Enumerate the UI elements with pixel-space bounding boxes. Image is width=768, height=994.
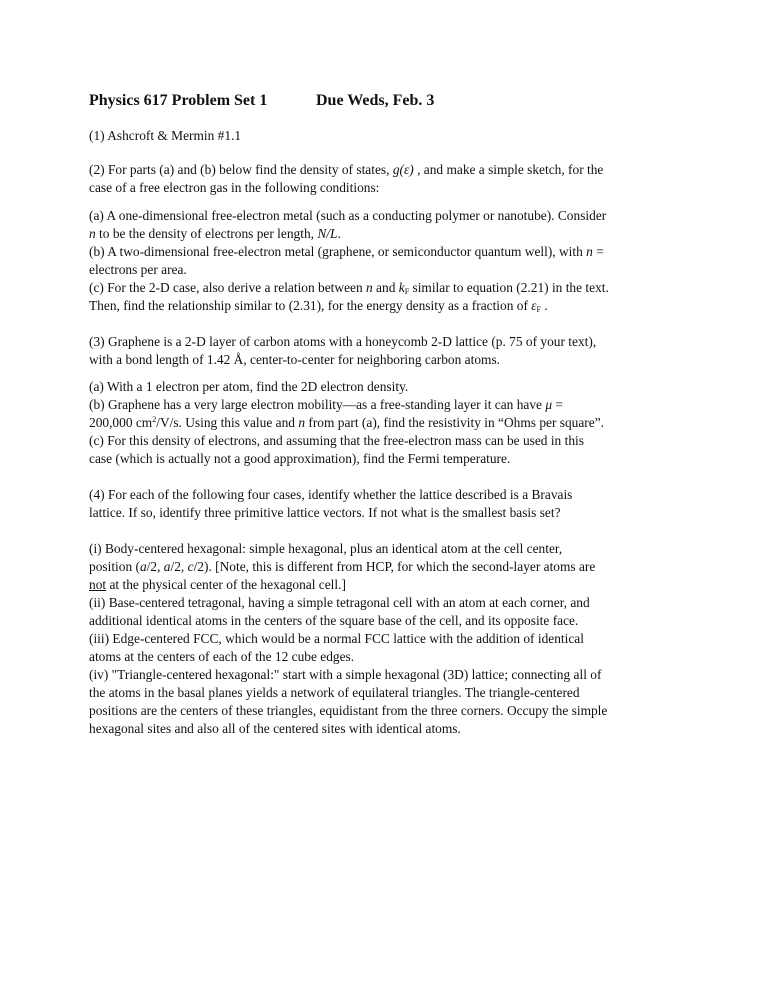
text-run: at the physical center of the hexagonal cell.] [106, 577, 346, 592]
problem-3a [89, 378, 679, 396]
problem-4iii [89, 630, 679, 666]
c-symbol: c [187, 559, 194, 574]
k-symbol: k [398, 280, 405, 295]
text-run: and [372, 280, 399, 295]
problem-3b-line-1 [89, 396, 679, 414]
problem-4iii-line-2: atoms at the centers of each of the 12 cube edges. [89, 649, 355, 664]
title-main: Physics 617 Problem Set 1 [89, 92, 268, 109]
problem-4iv [89, 666, 679, 738]
page-title [89, 92, 435, 110]
n-symbol: n [89, 226, 96, 241]
text-run: Then, find the relationship similar to (2.31), for the energy density as a fraction of [89, 298, 532, 313]
text-run: (2) For parts (a) and (b) below find the density of states, [89, 162, 393, 177]
problem-2a-line-1: (a) A one-dimensional free-electron metal (such as a conducting polymer or nanotube). Consider [89, 208, 607, 223]
problem-3c [89, 432, 679, 468]
problem-2b-line-1 [89, 243, 679, 261]
text-run: . [337, 226, 341, 241]
problem-3a-text: (a) With a 1 electron per atom, find the 2D electron density. [89, 379, 409, 394]
n-symbol: n [586, 244, 593, 259]
text-run: similar to equation (2.21) in the text. [409, 280, 609, 295]
text-run: 200,000 cm [89, 415, 153, 430]
problem-2c-line-1 [89, 279, 679, 297]
problem-3-line-1: (3) Graphene is a 2-D layer of carbon atoms with a honeycomb 2-D lattice (p. 75 of your text), [89, 334, 597, 349]
text-run: . [541, 298, 548, 313]
problem-4iii-line-1: (iii) Edge-centered FCC, which would be a normal FCC lattice with the addition of identical [89, 631, 584, 646]
text-run: = [592, 244, 604, 259]
text-run: (c) For the 2-D case, also derive a relation between [89, 280, 366, 295]
fermi-subscript: F [404, 287, 410, 296]
text-run: /2, [146, 559, 164, 574]
problem-3c-line-1: (c) For this density of electrons, and assuming that the free-electron mass can be used in this [89, 433, 584, 448]
text-run: (b) Graphene has a very large electron mobility—as a free-standing layer it can have [89, 397, 546, 412]
problem-4i-line-1: (i) Body-centered hexagonal: simple hexagonal, plus an identical atom at the cell center, [89, 541, 563, 556]
problem-4iv-line-1: (iv) "Triangle-centered hexagonal:" start with a simple hexagonal (3D) lattice; connecting all of [89, 667, 602, 682]
problem-1 [89, 127, 679, 145]
text-run: position ( [89, 559, 140, 574]
problem-4iv-line-3: positions are the centers of these triangles, equidistant from the three corners. Occupy the simple [89, 703, 608, 718]
text-run: to be the density of electrons per length, [95, 226, 318, 241]
problem-4-line-2: lattice. If so, identify three primitive lattice vectors. If not what is the smallest basis set? [89, 505, 561, 520]
problem-3b [89, 396, 679, 432]
epsilon-symbol: ε [531, 298, 537, 313]
n-symbol: n [298, 415, 306, 430]
problem-4i-line-2 [89, 558, 679, 576]
text-run: /2, [170, 559, 188, 574]
problem-2c-line-2 [89, 297, 679, 315]
problem-4i [89, 540, 679, 594]
problem-2a-line-2 [89, 225, 679, 243]
problem-4iv-line-4: hexagonal sites and also all of the centered sites with identical atoms. [89, 721, 461, 736]
problem-3c-line-2: case (which is actually not a good approximation), find the Fermi temperature. [89, 451, 511, 466]
problem-1-text: (1) Ashcroft & Mermin #1.1 [89, 128, 242, 143]
text-run: /2). [Note, this is different from HCP, for which the second-layer atoms are [193, 559, 596, 574]
fermi-subscript: F [536, 305, 541, 314]
n-symbol: n [366, 280, 373, 295]
problem-4-line-1: (4) For each of the following four cases, identify whether the lattice described is a Bravais [89, 487, 573, 502]
text-run: = [552, 397, 563, 412]
underlined-word: not [89, 577, 107, 592]
problem-4ii-line-1: (ii) Base-centered tetragonal, having a simple tetragonal cell with an atom at each corner, and [89, 595, 590, 610]
n-over-l-symbol: N/L [317, 226, 338, 241]
problem-2 [89, 161, 679, 197]
text-run: , and make a simple sketch, for the [413, 162, 604, 177]
problem-2b-line-2: electrons per area. [89, 262, 187, 277]
problem-2-line-1 [89, 161, 679, 179]
mu-symbol: μ [545, 397, 553, 412]
due-date: Due Weds, Feb. 3 [316, 92, 435, 109]
problem-3 [89, 333, 679, 369]
text-run: from part (a), find the resistivity in “Ohms per square”. [305, 415, 604, 430]
problem-2a [89, 207, 679, 243]
problem-4i-line-3 [89, 576, 679, 594]
problem-4iv-line-2: the atoms in the basal planes yields a network of equilateral triangles. The triangle-centered [89, 685, 580, 700]
problem-3-line-2: with a bond length of 1.42 Å, center-to-center for neighboring carbon atoms. [89, 352, 500, 367]
text-run: (b) A two-dimensional free-electron metal (graphene, or semiconductor quantum well), with [89, 244, 587, 259]
problem-4 [89, 486, 679, 522]
problem-4ii [89, 594, 679, 630]
superscript: 2 [152, 415, 157, 424]
problem-2c [89, 279, 679, 315]
problem-3b-line-2 [89, 414, 679, 432]
a-symbol: a [163, 559, 171, 574]
g-symbol: g [392, 162, 400, 177]
a-symbol: a [139, 559, 147, 574]
epsilon-symbol: (ε) [399, 162, 414, 177]
problem-2-line-2: case of a free electron gas in the following conditions: [89, 180, 380, 195]
problem-2b [89, 243, 679, 279]
text-run: /V/s. Using this value and [156, 415, 299, 430]
problem-4ii-line-2: additional identical atoms in the centers of the square base of the cell, and its opposite face. [89, 613, 579, 628]
